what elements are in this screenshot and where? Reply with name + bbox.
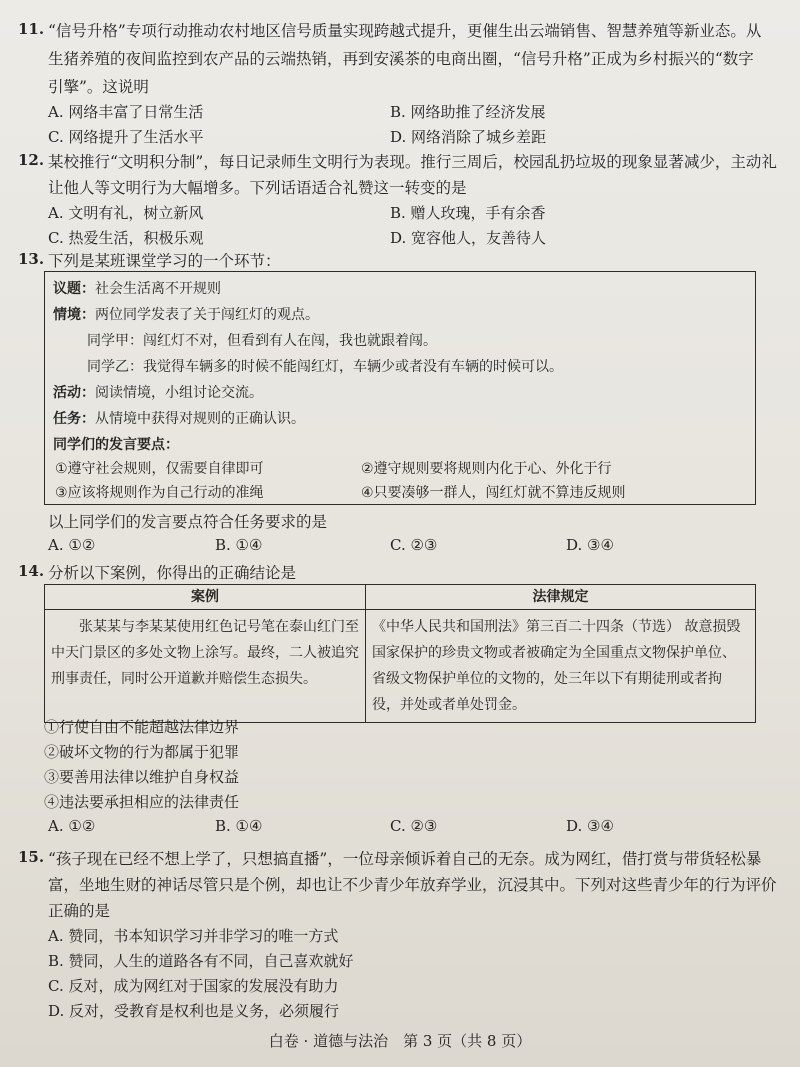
lesson-box	[44, 271, 756, 505]
question-number: 15.	[18, 848, 45, 866]
statement-2: ②破坏文物的行为都属于犯罪	[44, 743, 240, 761]
question-number: 11.	[18, 20, 45, 38]
option-c: C. 网络提升了生活水平	[48, 128, 204, 146]
question-number: 12.	[18, 151, 45, 169]
option-a: A. 赞同，书本知识学习并非学习的唯一方式	[48, 927, 339, 945]
scene-text: 两位同学发表了关于闯红灯的观点。	[95, 307, 319, 323]
option-c: C. ②③	[390, 536, 438, 554]
task-label: 任务：	[53, 411, 95, 427]
question-text: 富，坐地生财的神话尽管只是个例，却也让不少青少年放弃学业，沉浸其中。下列对这些青少年的行为评价	[48, 876, 777, 894]
option-a: A. ①②	[48, 817, 96, 835]
table-cell-law: 《中华人民共和国刑法》第三百二十四条（节选） 故意损毁国家保护的珍贵文物或者被确定为全国重点文物保护单位、省级文物保护单位的文物的，处三年以下有期徒刑或者拘役，并处或者单处罚金。	[366, 610, 756, 723]
topic-text: 社会生活离不开规则	[95, 281, 221, 297]
option-a: A. 文明有礼，树立新风	[48, 204, 204, 222]
question-text: 生猪养殖的夜间监控到农产品的云端热销，再到安溪茶的电商出圈，“信号升格”正成为乡村振兴的“数字	[48, 50, 754, 68]
question-number: 13.	[18, 250, 45, 268]
activity-row	[53, 382, 263, 402]
option-b: B. ①④	[215, 536, 263, 554]
scene-row	[53, 304, 319, 324]
point-3: ③应该将规则作为自己行动的准绳	[55, 485, 264, 501]
question-text: “孩子现在已经不想上学了，只想搞直播”，一位母亲倾诉着自己的无奈。成为网红，借打赏与带货轻松暴	[48, 850, 762, 868]
scene-label: 情境：	[53, 307, 95, 323]
option-b: B. ①④	[215, 817, 263, 835]
option-d: D. 宽容他人，友善待人	[390, 229, 547, 247]
table-header-case: 案例	[45, 585, 366, 610]
table-header-law: 法律规定	[366, 585, 756, 610]
question-text: 以上同学们的发言要点符合任务要求的是	[48, 513, 328, 531]
option-c: C. ②③	[390, 817, 438, 835]
option-a: A. ①②	[48, 536, 96, 554]
option-c: C. 热爱生活，积极乐观	[48, 229, 204, 247]
option-d: D. 网络消除了城乡差距	[390, 128, 547, 146]
question-text: 某校推行“文明积分制”，每日记录师生文明行为表现。推行三周后，校园乱扔垃圾的现象显著减少，主动礼	[48, 153, 777, 171]
point-4: ④只要凑够一群人，闯红灯就不算违反规则	[361, 485, 626, 501]
topic-label: 议题：	[53, 281, 95, 297]
option-b: B. 赞同，人生的道路各有不同，自己喜欢就好	[48, 952, 354, 970]
option-b: B. 赠人玫瑰，手有余香	[390, 204, 546, 222]
student-a-text: 同学甲：闯红灯不对，但看到有人在闯，我也就跟着闯。	[87, 333, 437, 349]
activity-label: 活动：	[53, 385, 95, 401]
option-d: D. ③④	[566, 536, 614, 554]
question-text: 下列是某班课堂学习的一个环节：	[48, 252, 281, 270]
option-a: A. 网络丰富了日常生活	[48, 103, 204, 121]
question-text: 分析以下案例，你得出的正确结论是	[48, 564, 297, 582]
point-1: ①遵守社会规则，仅需要自律即可	[55, 461, 264, 477]
option-b: B. 网络助推了经济发展	[390, 103, 546, 121]
question-text: 正确的是	[48, 902, 111, 920]
statement-3: ③要善用法律以维护自身权益	[44, 768, 240, 786]
statement-4: ④违法要承担相应的法律责任	[44, 793, 240, 811]
student-b-text: 同学乙：我觉得车辆多的时候不能闯红灯，车辆少或者没有车辆的时候可以。	[87, 359, 563, 375]
page-footer: 白卷 · 道德与法治 第 3 页（共 8 页）	[268, 1032, 532, 1050]
activity-text: 阅读情境，小组讨论交流。	[95, 385, 263, 401]
question-text: 让他人等文明行为大幅增多。下列话语适合礼赞这一转变的是	[48, 179, 467, 197]
option-d: D. ③④	[566, 817, 614, 835]
task-row	[53, 408, 305, 428]
option-d: D. 反对，受教育是权利也是义务，必须履行	[48, 1002, 340, 1020]
statement-1: ①行使自由不能超越法律边界	[44, 718, 240, 736]
points-label: 同学们的发言要点：	[53, 437, 179, 453]
case-law-table	[44, 584, 756, 723]
point-2: ②遵守规则要将规则内化于心、外化于行	[361, 461, 612, 477]
question-text: “信号升格”专项行动推动农村地区信号质量实现跨越式提升，更催生出云端销售、智慧养殖等新业态。从	[48, 22, 762, 40]
table-cell-case: 张某某与李某某使用红色记号笔在泰山红门至中天门景区的多处文物上涂写。最终，二人被追究刑事责任，同时公开道歉并赔偿生态损失。	[45, 610, 366, 723]
question-text: 引擎”。这说明	[48, 78, 149, 96]
task-text: 从情境中获得对规则的正确认识。	[95, 411, 305, 427]
question-number: 14.	[18, 562, 45, 580]
option-c: C. 反对，成为网红对于国家的发展没有助力	[48, 977, 339, 995]
topic-row	[53, 278, 221, 298]
